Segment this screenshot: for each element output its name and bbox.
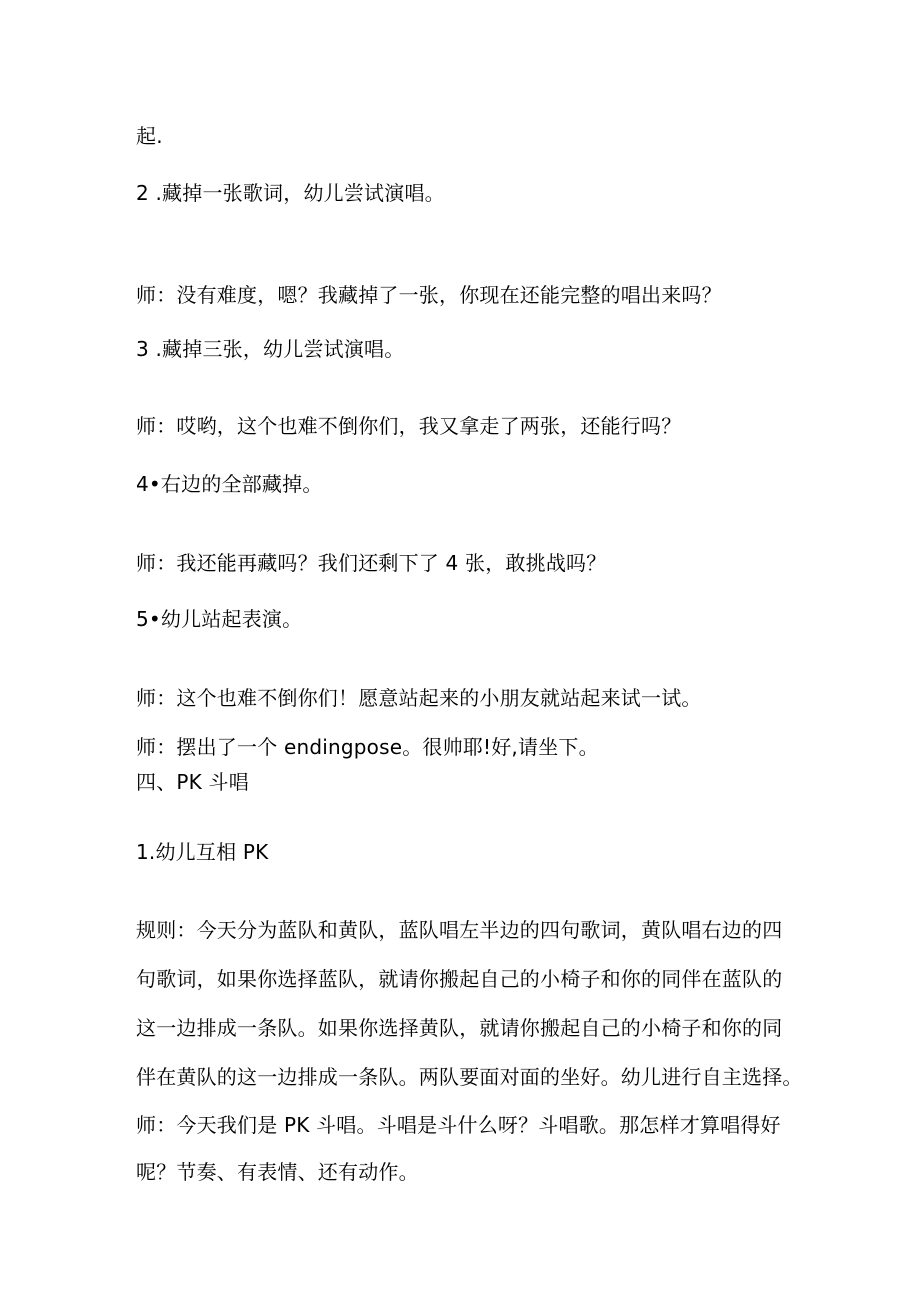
step-4-heading: 4•右边的全部藏掉。: [136, 472, 323, 496]
text-line: 起.: [136, 124, 163, 148]
teacher-line: 师：今天我们是 PK 斗唱。斗唱是斗什么呀？斗唱歌。那怎样才算唱得好: [136, 1113, 781, 1137]
step-2-heading: 2 .藏掉一张歌词，幼儿尝试演唱。: [136, 181, 445, 205]
subsection-heading: 1.幼儿互相 PK: [136, 840, 269, 864]
teacher-line: 师：哎哟，这个也难不倒你们，我又拿走了两张，还能行吗？: [136, 414, 682, 438]
step-3-heading: 3 .藏掉三张，幼儿尝试演唱。: [136, 337, 405, 361]
teacher-line: 师：没有难度，嗯？我藏掉了一张，你现在还能完整的唱出来吗？: [136, 283, 722, 307]
teacher-line: 师：我还能再藏吗？我们还剩下了 4 张，敢挑战吗？: [136, 551, 607, 575]
rules-paragraph-line: 伴在黄队的这一边排成一条队。两队要面对面的坐好。幼儿进行自主选择。: [136, 1065, 803, 1089]
rules-paragraph-line: 这一边排成一条队。如果你选择黄队，就请你搬起自己的小椅子和你的同: [136, 1016, 783, 1040]
teacher-line: 师：摆出了一个 endingpose。很帅耶!好,请坐下。: [136, 735, 599, 759]
rules-paragraph-line: 规则：今天分为蓝队和黄队，蓝队唱左半边的四句歌词，黄队唱右边的四: [136, 918, 783, 942]
teacher-line: 师：这个也难不倒你们！愿意站起来的小朋友就站起来试一试。: [136, 686, 702, 710]
teacher-line: 呢？节奏、有表情、还有动作。: [136, 1160, 419, 1184]
step-5-heading: 5•幼儿站起表演。: [136, 607, 303, 631]
section-heading: 四、PK 斗唱: [136, 770, 249, 794]
rules-paragraph-line: 句歌词，如果你选择蓝队，就请你搬起自己的小椅子和你的同伴在蓝队的: [136, 967, 783, 991]
